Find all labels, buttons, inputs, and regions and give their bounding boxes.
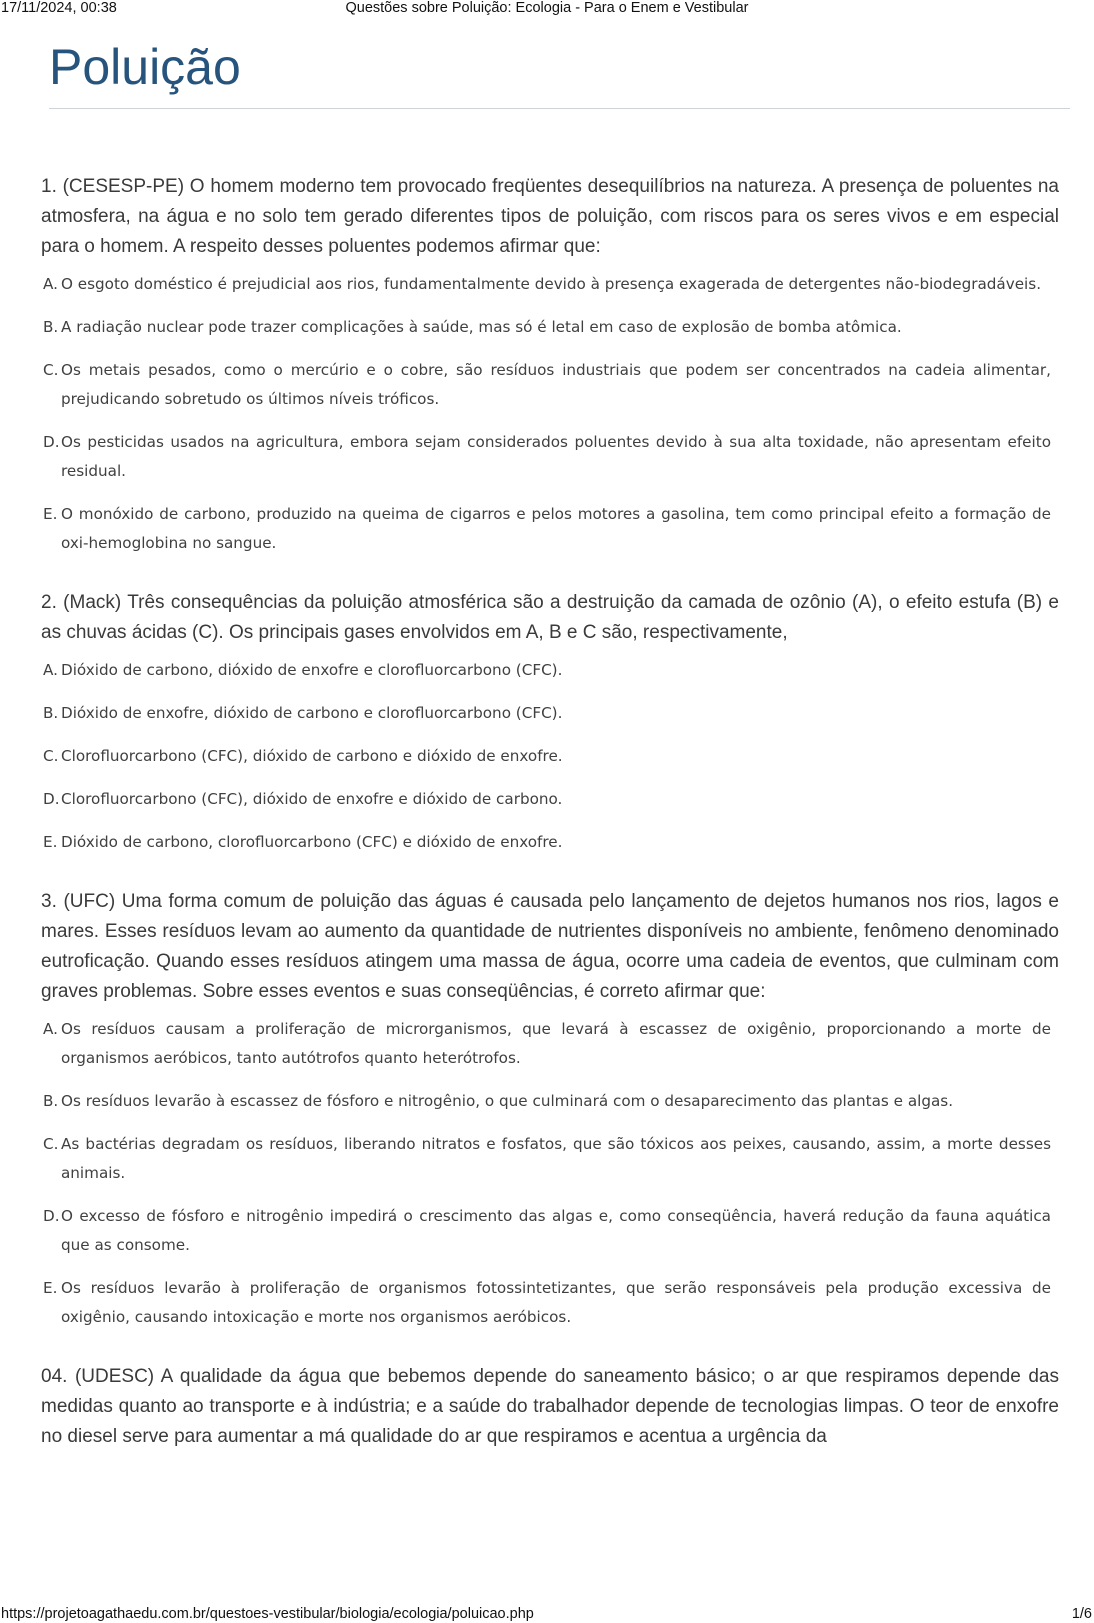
question-text: 2. (Mack) Três consequências da poluição atmosférica são a destruição da camada de ozônio (A), o efeito estufa (B) e as chuvas ácidas (C). Os principais gases envolvidos em A, B e C são, respectivamente, [41, 592, 1059, 643]
title-divider [49, 108, 1070, 109]
print-document-title: Questões sobre Poluição: Ecologia - Para o Enem e Vestibular [345, 0, 749, 16]
page-title: Poluição [49, 39, 241, 95]
option-d[interactable] [41, 785, 1059, 814]
option-text: Os metais pesados, como o mercúrio e o cobre, são resíduos industriais que podem ser concentrados na cadeia alimentar, prejudicando sobretudo os últimos níveis tróficos. [61, 361, 1051, 408]
option-text: Dióxido de carbono, clorofluorcarbono (CFC) e dióxido de enxofre. [61, 833, 563, 851]
option-text: Clorofluorcarbono (CFC), dióxido de enxofre e dióxido de carbono. [61, 790, 563, 808]
option-letter: A. [43, 1020, 58, 1038]
questions-list [41, 172, 1059, 1482]
option-letter: D. [43, 1207, 60, 1225]
option-text: Os resíduos levarão à escassez de fósforo e nitrogênio, o que culminará com o desaparecimento das plantas e algas. [61, 1092, 954, 1110]
question-text: 3. (UFC) Uma forma comum de poluição das águas é causada pelo lançamento de dejetos humanos nos rios, lagos e mares. Esses resíduos levam ao aumento da quantidade de nutrientes disponíveis no ambiente, fenômeno denominado eutroficação. Quando esses resíduos atingem uma massa de água, ocorre uma cadeia de eventos, que culminam com graves problemas. Sobre esses eventos e suas conseqüências, é correto afirmar que: [41, 891, 1059, 1002]
option-d[interactable] [41, 428, 1059, 486]
option-text: Os resíduos levarão à proliferação de organismos fotossintetizantes, que serão responsáveis pela produção excessiva de oxigênio, causando intoxicação e morte nos organismos aeróbicos. [61, 1279, 1051, 1326]
option-c[interactable] [41, 742, 1059, 771]
option-text: Dióxido de carbono, dióxido de enxofre e clorofluorcarbono (CFC). [61, 661, 563, 679]
option-letter: B. [43, 1092, 59, 1110]
question-4 [41, 1362, 1059, 1452]
option-a[interactable] [41, 1015, 1059, 1073]
option-text: O monóxido de carbono, produzido na queima de cigarros e pelos motores a gasolina, tem como principal efeito a formação de oxi-hemoglobina no sangue. [61, 505, 1051, 552]
option-text: Clorofluorcarbono (CFC), dióxido de carbono e dióxido de enxofre. [61, 747, 563, 765]
option-b[interactable] [41, 1087, 1059, 1116]
option-c[interactable] [41, 356, 1059, 414]
option-letter: A. [43, 661, 58, 679]
option-text: O esgoto doméstico é prejudicial aos rios, fundamentalmente devido à presença exagerada de detergentes não-biodegradáveis. [61, 275, 1042, 293]
options-list [41, 270, 1059, 558]
option-text: As bactérias degradam os resíduos, liberando nitratos e fosfatos, que são tóxicos aos peixes, causando, assim, a morte desses animais. [61, 1135, 1051, 1182]
option-e[interactable] [41, 828, 1059, 857]
option-letter: E. [43, 505, 58, 523]
options-list [41, 1015, 1059, 1332]
option-b[interactable] [41, 313, 1059, 342]
print-footer [0, 1605, 1094, 1623]
question-text: 1. (CESESP-PE) O homem moderno tem provocado freqüentes desequilíbrios na natureza. A presença de poluentes na atmosfera, na água e no solo tem gerado diferentes tipos de poluição, com riscos para os seres vivos e em especial para o homem. A respeito desses poluentes podemos afirmar que: [41, 176, 1059, 257]
option-c[interactable] [41, 1130, 1059, 1188]
option-letter: D. [43, 790, 60, 808]
option-b[interactable] [41, 699, 1059, 728]
option-letter: B. [43, 704, 59, 722]
print-header [0, 0, 1094, 16]
option-letter: C. [43, 1135, 59, 1153]
question-text: 04. (UDESC) A qualidade da água que bebemos depende do saneamento básico; o ar que respiramos depende das medidas quanto ao transporte e à indústria; e a saúde do trabalhador depende de tecnologias limpas. O teor de enxofre no diesel serve para aumentar a má qualidade do ar que respiramos e acentua a urgência da [41, 1366, 1059, 1447]
option-a[interactable] [41, 656, 1059, 685]
question-1 [41, 172, 1059, 558]
option-text: Os resíduos causam a proliferação de microrganismos, que levará à escassez de oxigênio, proporcionando a morte de organismos aeróbicos, tanto autótrofos quanto heterótrofos. [61, 1020, 1051, 1067]
option-letter: D. [43, 433, 60, 451]
question-2 [41, 588, 1059, 857]
option-letter: A. [43, 275, 58, 293]
option-d[interactable] [41, 1202, 1059, 1260]
print-date: 17/11/2024, 00:38 [1, 0, 117, 16]
option-text: O excesso de fósforo e nitrogênio impedirá o crescimento das algas e, como conseqüência, haverá redução da fauna aquática que as consome. [61, 1207, 1051, 1254]
option-text: Os pesticidas usados na agricultura, embora sejam considerados poluentes devido à sua alta toxidade, não apresentam efeito residual. [61, 433, 1051, 480]
option-letter: C. [43, 747, 59, 765]
option-text: A radiação nuclear pode trazer complicações à saúde, mas só é letal em caso de explosão de bomba atômica. [61, 318, 902, 336]
option-a[interactable] [41, 270, 1059, 299]
option-e[interactable] [41, 1274, 1059, 1332]
option-letter: B. [43, 318, 59, 336]
option-letter: E. [43, 833, 58, 851]
print-url: https://projetoagathaedu.com.br/questoes-vestibular/biologia/ecologia/poluicao.php [1, 1606, 534, 1622]
option-text: Dióxido de enxofre, dióxido de carbono e clorofluorcarbono (CFC). [61, 704, 563, 722]
options-list [41, 656, 1059, 857]
option-letter: E. [43, 1279, 58, 1297]
question-3 [41, 887, 1059, 1332]
option-letter: C. [43, 361, 59, 379]
option-e[interactable] [41, 500, 1059, 558]
page-number: 1/6 [1071, 1606, 1092, 1622]
